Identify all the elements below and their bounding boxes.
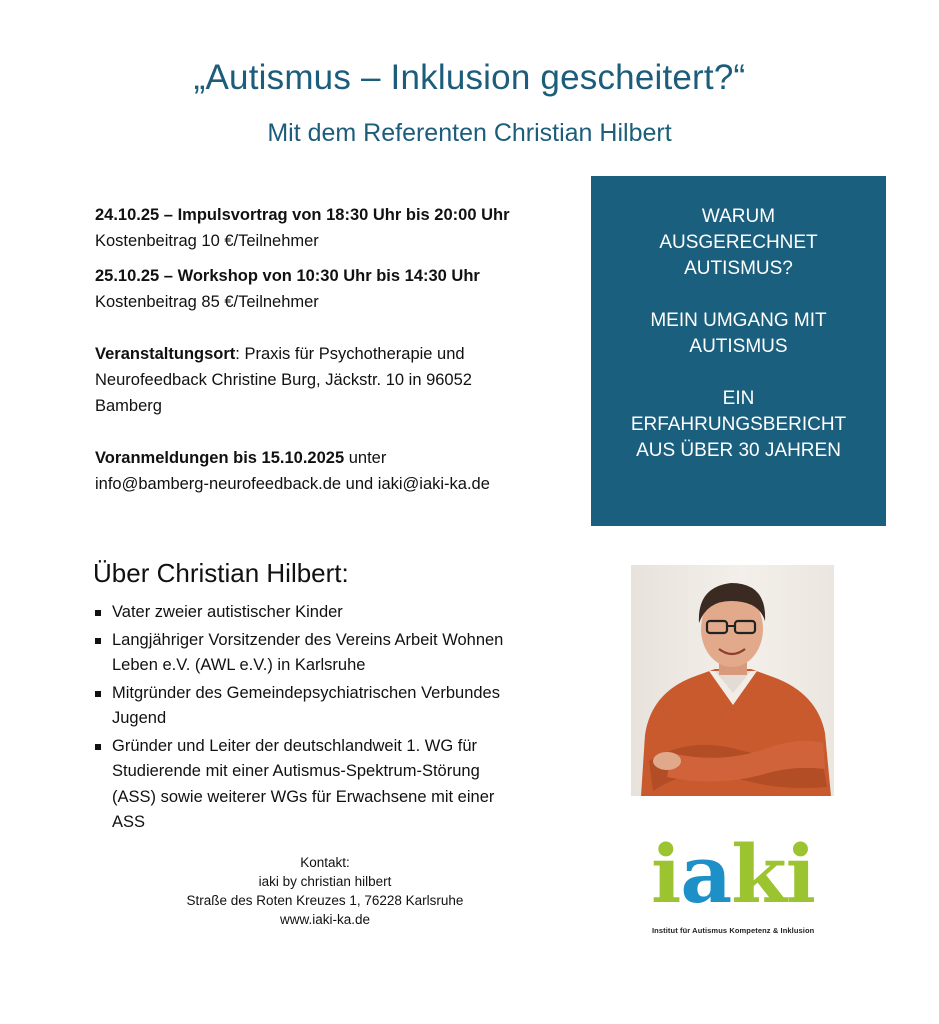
venue-label: Veranstaltungsort: [95, 345, 236, 363]
iaki-logo: [649, 827, 829, 940]
speaker-photo: [631, 565, 834, 796]
bullet-icon: [95, 744, 101, 750]
box-line: AUSGERECHNET: [659, 232, 818, 253]
contact-address: Straße des Roten Kreuzes 1, 76228 Karlsruhe: [186, 893, 464, 908]
about-heading: Über Christian Hilbert:: [93, 558, 349, 588]
event-2-heading: 25.10.25 – Workshop von 10:30 Uhr bis 14:30 Uhr: [95, 267, 480, 285]
page-subtitle: Mit dem Referenten Christian Hilbert: [267, 119, 672, 147]
venue-line-2: Neurofeedback Christine Burg, Jäckstr. 10 in 96052: [95, 371, 472, 389]
event-details: [95, 202, 585, 497]
box-line: AUTISMUS: [689, 336, 788, 357]
contact-name: iaki by christian hilbert: [258, 874, 392, 889]
event-2-fee: Kostenbeitrag 85 €/Teilnehmer: [95, 293, 319, 311]
registration-line-1: Voranmeldungen bis 15.10.2025 unter: [95, 449, 387, 467]
event-1-fee: Kostenbeitrag 10 €/Teilnehmer: [95, 232, 319, 250]
contact-website: www.iaki-ka.de: [279, 912, 371, 927]
venue-line-1: Veranstaltungsort: Praxis für Psychotherapie und: [95, 345, 465, 363]
registration-line-2: info@bamberg-neurofeedback.de und iaki@iaki-ka.de: [95, 475, 490, 493]
about-list: [92, 600, 572, 838]
venue-line-3: Bamberg: [95, 397, 162, 415]
box-line: EIN: [722, 388, 755, 409]
box-line: AUTISMUS?: [684, 258, 793, 279]
contact-block: [150, 853, 500, 929]
bullet-icon: [95, 610, 101, 616]
box-line: WARUM: [701, 206, 776, 227]
logo-wordmark: iaki: [651, 827, 816, 921]
event-1-heading: 24.10.25 – Impulsvortrag von 18:30 Uhr bis 20:00 Uhr: [95, 206, 510, 224]
page-title: „Autismus – Inklusion gescheitert?“: [193, 58, 746, 97]
list-item: Mitgründer des Gemeindepsychiatrischen Verbundes Jugend: [92, 681, 572, 732]
bullet-icon: [95, 691, 101, 697]
list-item: Langjähriger Vorsitzender des Vereins Arbeit Wohnen Leben e.V. (AWL e.V.) in Karlsruhe: [92, 628, 572, 679]
list-item: Gründer und Leiter der deutschlandweit 1. WG für Studierende mit einer Autismus-Spektrum-Störung (ASS) sowie weiterer WGs für Erwachsene mit einer ASS: [92, 734, 572, 836]
logo-tagline: Institut für Autismus Kompetenz & Inklusion: [652, 926, 815, 935]
contact-label: Kontakt:: [300, 855, 350, 870]
bullet-icon: [95, 638, 101, 644]
box-line: AUS ÜBER 30 JAHREN: [636, 440, 841, 461]
registration-label: Voranmeldungen bis 15.10.2025: [95, 449, 345, 467]
highlight-box: [591, 176, 886, 526]
box-line: MEIN UMGANG MIT: [650, 310, 827, 331]
box-line: ERFAHRUNGSBERICHT: [630, 414, 847, 435]
list-item: Vater zweier autistischer Kinder: [92, 600, 572, 626]
